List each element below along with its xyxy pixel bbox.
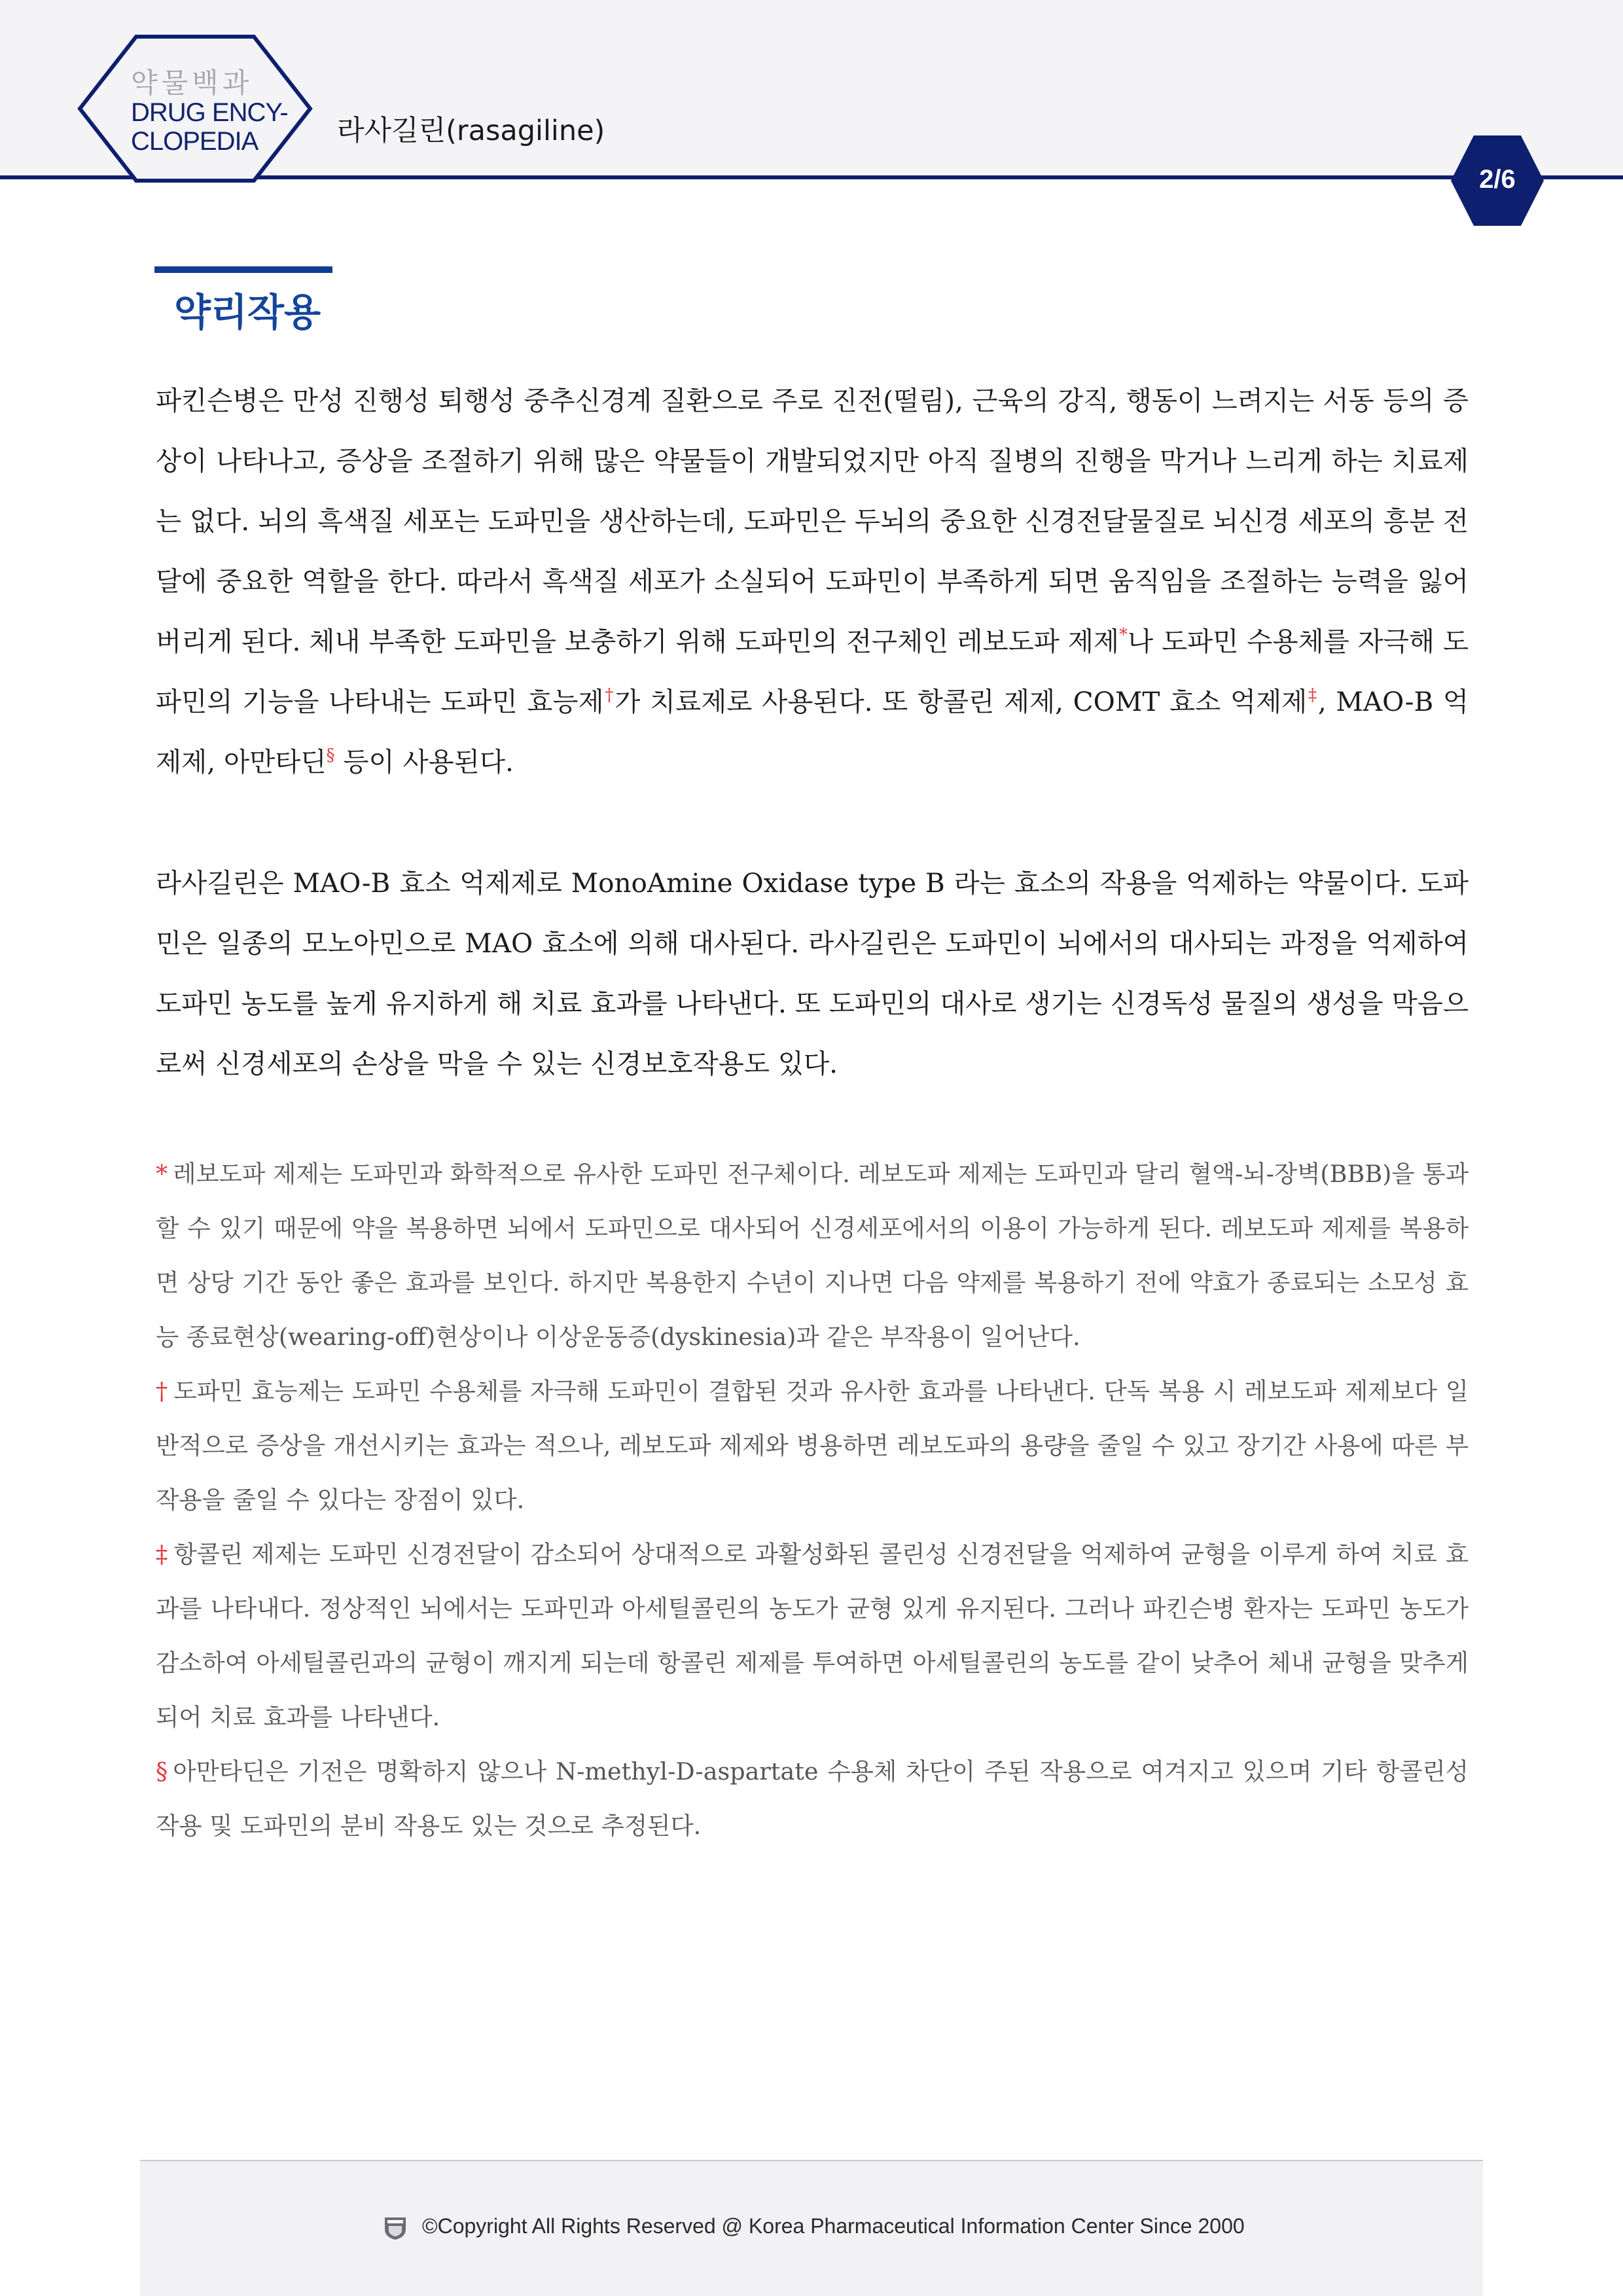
section-title-bar (154, 266, 332, 273)
footnote-text: 항콜린 제제는 도파민 신경전달이 감소되어 상대적으로 과활성화된 콜린성 신경전달을 억제하여 균형을 이루게 하여 치료 효과를 나타내다. 정상적인 뇌에서는 도파민과 아세틸콜린의 농도가 균형 있게 유지된다. 그러나 파킨슨병 환자는 도파민 농도가 감소하여 아세틸콜린과의 균형이 깨지게 되는데 항콜린 제제를 투여하면 아세틸콜린의 농도를 같이 낮추어 체내 균형을 맞추게 되어 치료 효과를 나타낸다. (156, 1540, 1469, 1731)
paragraph-text: 나 도파민 수용체를 자극해 도파민의 기능을 나타내는 도파민 효능제 (156, 626, 1469, 717)
paragraph-rasagiline: 라사길린은 MAO-B 효소 억제제로 MonoAmine Oxidase type B 라는 효소의 작용을 억제하는 약물이다. 도파민은 일종의 모노아민으로 MAO 효소에 의해 대사된다. 라사길린은 도파민이 뇌에서의 대사되는 과정을 억제하여 도파민 농도를 높게 유지하게 해 치료 효과를 나타낸다. 또 도파민의 대사로 생기는 신경독성 물질의 생성을 막음으로써 신경세포의 손상을 막을 수 있는 신경보호작용도 있다. (156, 867, 1469, 1079)
logo-korean: 약물백과 (131, 67, 253, 99)
paragraph-text: 가 치료제로 사용된다. 또 항콜린 제제, COMT 효소 억제제 (615, 686, 1308, 717)
paragraph-text: 등이 사용된다. (334, 746, 514, 778)
footnote-item (156, 1744, 1469, 1853)
footnote-symbol: † (156, 1377, 169, 1405)
logo-english-line2: CLOPEDIA (131, 127, 259, 156)
document-title: 라사길린(rasagiline) (337, 115, 605, 147)
paragraph-text: 파킨슨병은 만성 진행성 퇴행성 중추신경계 질환으로 주로 진전(떨림), 근육의 강직, 행동이 느려지는 서동 등의 증상이 나타나고, 증상을 조절하기 위해 많은 약물들이 개발되었지만 아직 질병의 진행을 막거나 느리게 하는 치료제는 없다. 뇌의 흑색질 세포는 도파민을 생산하는데, 도파민은 두뇌의 중요한 신경전달물질로 뇌신경 세포의 흥분 전달에 중요한 역할을 한다. 따라서 흑색질 세포가 소실되어 도파민이 부족하게 되면 움직임을 조절하는 능력을 잃어버리게 된다. 체내 부족한 도파민을 보충하기 위해 도파민의 전구체인 레보도파 제제 (156, 385, 1469, 657)
paragraph-parkinsons (156, 370, 1469, 792)
kpic-shield-icon (382, 2215, 408, 2241)
footnote-marker-asterisk: * (1118, 625, 1128, 645)
section-title: 약리작용 (174, 290, 321, 334)
copyright-text: ©Copyright All Rights Reserved @ Korea Pharmaceutical Information Center Since 2000 (422, 2214, 1245, 2238)
footnotes (156, 1147, 1469, 1853)
footnote-symbol: ‡ (156, 1540, 169, 1568)
footnote-marker-double-dagger: ‡ (1307, 685, 1318, 705)
footnote-item (156, 1527, 1469, 1744)
footnote-symbol: § (156, 1757, 168, 1785)
footnote-marker-dagger: † (603, 685, 615, 705)
footnote-text: 도파민 효능제는 도파민 수용체를 자극해 도파민이 결합된 것과 유사한 효과를 나타낸다. 단독 복용 시 레보도파 제제보다 일반적으로 증상을 개선시키는 효과는 적으나, 레보도파 제제와 병용하면 레보도파의 용량을 줄일 수 있고 장기간 사용에 따른 부작용을 줄일 수 있다는 장점이 있다. (156, 1377, 1469, 1514)
paragraph-text: , MAO-B 억제제, 아만타딘 (156, 686, 1469, 778)
footnote-text: 아만타딘은 기전은 명확하지 않으나 N-methyl-D-aspartate 수용체 차단이 주된 작용으로 여겨지고 있으며 기타 항콜린성 작용 및 도파민의 분비 작용도 있는 것으로 추정된다. (156, 1757, 1469, 1840)
footnote-marker-section: § (326, 745, 335, 765)
page-number: 2/6 (1479, 165, 1516, 194)
footnote-symbol: * (156, 1160, 168, 1188)
footnote-text: 레보도파 제제는 도파민과 화학적으로 유사한 도파민 전구체이다. 레보도파 제제는 도파민과 달리 혈액-뇌-장벽(BBB)을 통과할 수 있기 때문에 약을 복용하면 뇌에서 도파민으로 대사되어 신경세포에서의 이용이 가능하게 된다. 레보도파 제제를 복용하면 상당 기간 동안 좋은 효과를 보인다. 하지만 복용한지 수년이 지나면 다음 약제를 복용하기 전에 약효가 종료되는 소모성 효능 종료현상(wearing-off)현상이나 이상운동증(dyskinesia)과 같은 부작용이 일어난다. (156, 1160, 1469, 1351)
logo-english-line1: DRUG ENCY- (131, 98, 288, 127)
footer-divider (140, 2160, 1483, 2161)
footnote-item (156, 1147, 1469, 1364)
logo (131, 68, 288, 156)
footnote-item (156, 1364, 1469, 1527)
